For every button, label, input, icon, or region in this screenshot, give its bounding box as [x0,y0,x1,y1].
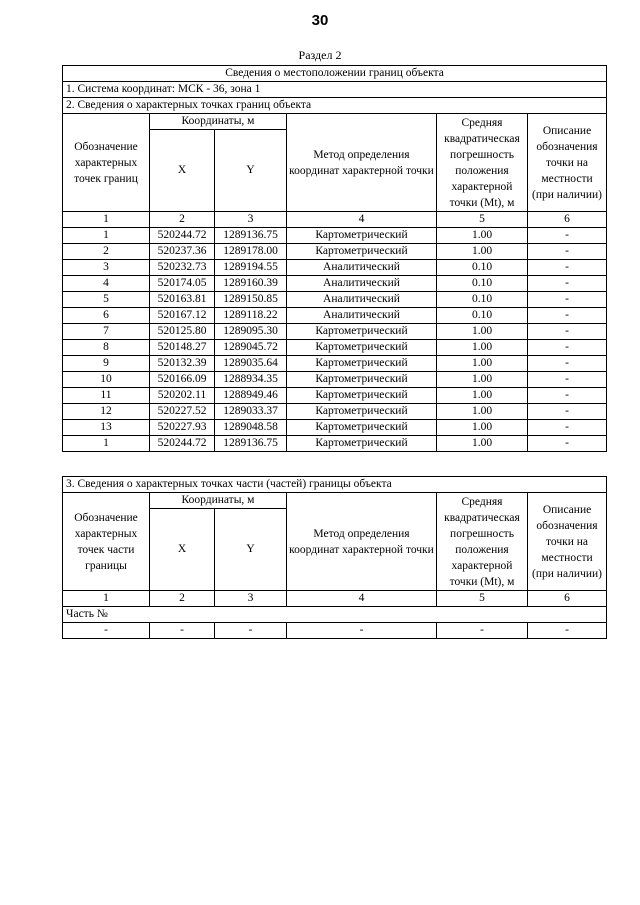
table-cell: 1 [63,436,150,452]
table-cell: - [528,436,607,452]
header-description: Описание обозначения точки на местности (при наличии) [528,493,607,591]
table-row [63,436,607,452]
table-cell: - [528,356,607,372]
part-label: Часть № [63,607,607,623]
table-cell: 1.00 [437,420,528,436]
table-cell: 1.00 [437,436,528,452]
table-cell: - [287,623,437,639]
table-cell: 2 [63,244,150,260]
table-cell: 1289045.72 [215,340,287,356]
table-cell: 0.10 [437,260,528,276]
column-number: 6 [528,591,607,607]
header-y: Y [215,509,287,591]
table-cell: - [437,623,528,639]
points-heading: 2. Сведения о характерных точках границ объекта [63,98,607,114]
table-cell: 1289033.37 [215,404,287,420]
table-cell: - [215,623,287,639]
coordinate-system: 1. Система координат: МСК - 36, зона 1 [63,82,607,98]
table-cell: 520244.72 [150,436,215,452]
table-cell: - [528,260,607,276]
table-cell: 0.10 [437,308,528,324]
table-cell: 1289048.58 [215,420,287,436]
table-cell: Картометрический [287,244,437,260]
table-cell: Аналитический [287,292,437,308]
table-cell: - [528,372,607,388]
table-cell: 520244.72 [150,228,215,244]
column-number: 3 [215,212,287,228]
table-row [63,420,607,436]
header-designation: Обозначение характерных точек части границы [63,493,150,591]
table-cell: 1289118.22 [215,308,287,324]
table-cell: 8 [63,340,150,356]
boundary-table [62,65,607,452]
table-cell: 12 [63,404,150,420]
table-row [63,388,607,404]
table-cell: 520167.12 [150,308,215,324]
table-cell: 1289136.75 [215,228,287,244]
header-coords: Координаты, м [150,114,287,130]
table-row [63,260,607,276]
table-cell: - [63,623,150,639]
table-cell: 3 [63,260,150,276]
table-row [63,324,607,340]
table-cell: Картометрический [287,228,437,244]
table-cell: 520163.81 [150,292,215,308]
table-cell: 1.00 [437,244,528,260]
table-row [63,340,607,356]
table-cell: 1.00 [437,388,528,404]
table-cell: 1.00 [437,372,528,388]
table-cell: 1289160.39 [215,276,287,292]
table-row [63,228,607,244]
table-row [63,404,607,420]
table-row [63,356,607,372]
header-coords: Координаты, м [150,493,287,509]
table-cell: 0.10 [437,276,528,292]
table-cell: 4 [63,276,150,292]
table-cell: Картометрический [287,340,437,356]
table-cell: 1.00 [437,324,528,340]
column-number: 5 [437,212,528,228]
table-cell: 520174.05 [150,276,215,292]
table-cell: 520132.39 [150,356,215,372]
table-cell: 1289035.64 [215,356,287,372]
table-cell: 520166.09 [150,372,215,388]
table-row [63,292,607,308]
table-cell: Картометрический [287,436,437,452]
table-cell: 1288949.46 [215,388,287,404]
table-cell: 520125.80 [150,324,215,340]
table-row [63,308,607,324]
table-cell: Картометрический [287,372,437,388]
table-cell: 1289150.85 [215,292,287,308]
header-x: X [150,509,215,591]
table-cell: 1 [63,228,150,244]
table-cell: - [528,420,607,436]
table-cell: Картометрический [287,356,437,372]
table-cell: - [528,228,607,244]
table-cell: - [528,324,607,340]
table-cell: 5 [63,292,150,308]
table-cell: - [528,308,607,324]
part-heading: 3. Сведения о характерных точках части (частей) границы объекта [63,477,607,493]
table-cell: - [528,388,607,404]
table-cell: Картометрический [287,324,437,340]
table-cell: 7 [63,324,150,340]
table-cell: 10 [63,372,150,388]
table-cell: 520227.52 [150,404,215,420]
header-error: Средняя квадратическая погрешность положения характерной точки (Mt), м [437,114,528,212]
table-cell: 1289194.55 [215,260,287,276]
header-description: Описание обозначения точки на местности (при наличии) [528,114,607,212]
column-number: 2 [150,591,215,607]
table-cell: 1.00 [437,340,528,356]
header-error: Средняя квадратическая погрешность положения характерной точки (Mt), м [437,493,528,591]
table-cell: 1289136.75 [215,436,287,452]
table-cell: - [528,340,607,356]
table-cell: Аналитический [287,276,437,292]
table-cell: - [528,292,607,308]
header-method: Метод определения координат характерной точки [287,114,437,212]
column-number: 1 [63,591,150,607]
table-cell: 9 [63,356,150,372]
table-cell: Картометрический [287,404,437,420]
table-cell: - [528,623,607,639]
table-cell: 1288934.35 [215,372,287,388]
table-cell: 1289095.30 [215,324,287,340]
column-number: 4 [287,212,437,228]
header-y: Y [215,130,287,212]
table-cell: 0.10 [437,292,528,308]
table-cell: 13 [63,420,150,436]
column-number: 5 [437,591,528,607]
header-method: Метод определения координат характерной точки [287,493,437,591]
column-number: 3 [215,591,287,607]
table-cell: 1.00 [437,228,528,244]
column-number: 6 [528,212,607,228]
table-cell: Аналитический [287,260,437,276]
table-cell: 11 [63,388,150,404]
table-cell: Картометрический [287,388,437,404]
table-cell: - [528,276,607,292]
section-label: Раздел 2 [298,48,342,62]
table-cell: 520237.36 [150,244,215,260]
table-cell: Аналитический [287,308,437,324]
table-cell: - [150,623,215,639]
table-cell: - [528,404,607,420]
table-row [63,372,607,388]
header-designation: Обозначение характерных точек границ [63,114,150,212]
table-cell: 520202.11 [150,388,215,404]
table-cell: 520148.27 [150,340,215,356]
column-number: 4 [287,591,437,607]
table-row [63,276,607,292]
column-number: 2 [150,212,215,228]
part-boundary-table [62,476,607,639]
column-number: 1 [63,212,150,228]
table-cell: - [528,244,607,260]
header-x: X [150,130,215,212]
table-cell: 6 [63,308,150,324]
table-cell: 1289178.00 [215,244,287,260]
page-number: 30 [311,12,329,29]
table-row [63,623,607,639]
table-cell: 520232.73 [150,260,215,276]
table-cell: 1.00 [437,356,528,372]
table-cell: 520227.93 [150,420,215,436]
table-row [63,244,607,260]
table-cell: Картометрический [287,420,437,436]
table-title: Сведения о местоположении границ объекта [63,66,607,82]
table-cell: 1.00 [437,404,528,420]
